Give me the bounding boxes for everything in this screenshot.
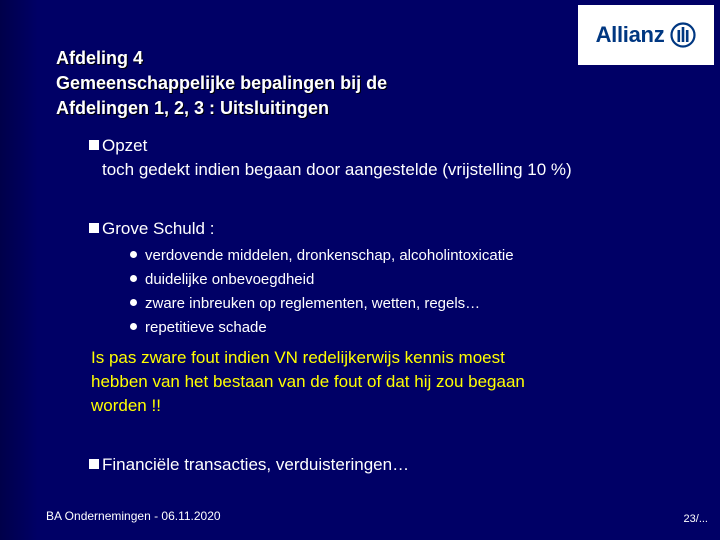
bullet-label: Financiële transacties, verduisteringen… [102, 455, 410, 474]
list-item: zware inbreuken op reglementen, wetten, regels… [130, 292, 514, 316]
round-bullet-icon [130, 299, 137, 306]
title-line-3: Afdelingen 1, 2, 3 : Uitsluitingen [56, 98, 330, 118]
list-item: repetitieve schade [130, 316, 514, 340]
footer-caption: BA Ondernemingen - 06.11.2020 [46, 509, 221, 523]
highlight-line-3: worden !! [91, 396, 161, 415]
allianz-eagle-icon [670, 22, 696, 48]
round-bullet-icon [130, 275, 137, 282]
title-line-1: Afdeling 4 [56, 48, 144, 68]
bullet-opzet [89, 134, 572, 182]
round-bullet-icon [130, 323, 137, 330]
title-line-2: Gemeenschappelijke bepalingen bij de [56, 73, 388, 93]
page-number: 23/... [683, 513, 708, 525]
highlight-line-2: hebben van het bestaan van de fout of dat hij zou begaan [91, 372, 525, 391]
slide-title [56, 46, 387, 121]
logo-text: Allianz [595, 22, 665, 47]
square-bullet-icon [89, 223, 99, 233]
bullet-detail: toch gedekt indien begaan door aangestelde (vrijstelling 10 %) [102, 160, 572, 179]
list-item: duidelijke onbevoegdheid [130, 268, 514, 292]
round-bullet-icon [130, 251, 137, 258]
list-item: verdovende middelen, dronkenschap, alcoholintoxicatie [130, 244, 514, 268]
highlight-note [91, 346, 525, 418]
bullet-financiele-transacties [89, 453, 409, 477]
left-accent-strip [0, 0, 38, 540]
bullet-label: Grove Schuld : [102, 219, 215, 238]
allianz-logo [578, 5, 714, 65]
highlight-line-1: Is pas zware fout indien VN redelijkerwijs kennis moest [91, 348, 505, 367]
square-bullet-icon [89, 140, 99, 150]
bullet-grove-schuld [89, 217, 214, 241]
square-bullet-icon [89, 459, 99, 469]
grove-schuld-list [130, 244, 514, 340]
bullet-label: Opzet [102, 136, 148, 155]
